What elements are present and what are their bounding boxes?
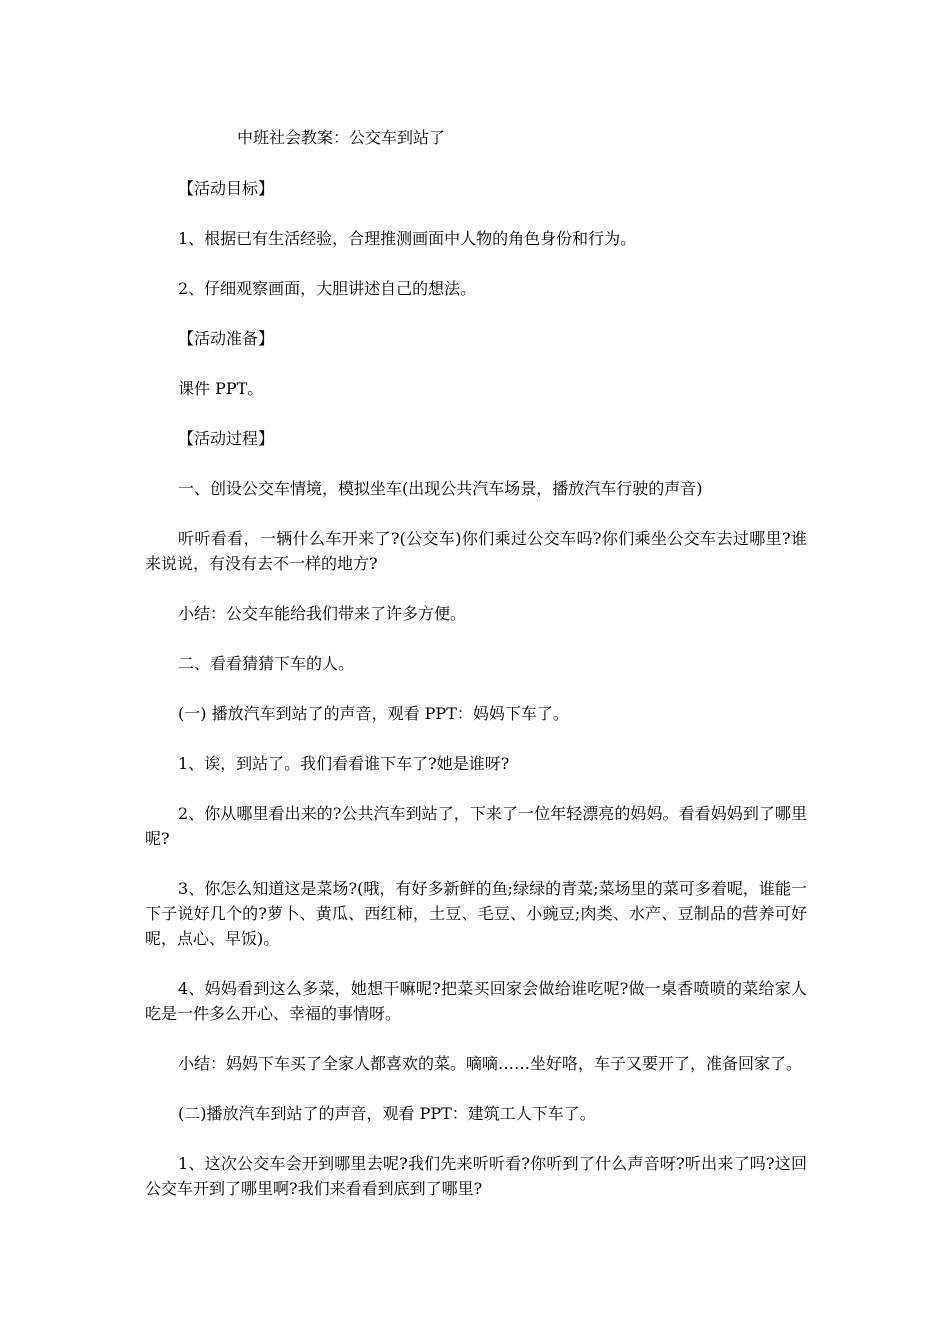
paragraph: 2、你从哪里看出来的?公共汽车到站了，下来了一位年轻漂亮的妈妈。看看妈妈到了哪里呢? <box>145 804 807 848</box>
paragraph: (一) 播放汽车到站了的声音，观看 PPT：妈妈下车了。 <box>178 704 569 723</box>
paragraph: 听听看看，一辆什么车开来了?(公交车)你们乘过公交车吗?你们乘坐公交车去过哪里?谁来说说，有没有去不一样的地方? <box>145 529 807 573</box>
section-heading-process: 【活动过程】 <box>178 429 275 448</box>
section-heading-goals: 【活动目标】 <box>178 179 275 198</box>
paragraph: 2、仔细观察画面，大胆讲述自己的想法。 <box>178 279 477 298</box>
paragraph: 二、看看猜猜下车的人。 <box>178 654 355 673</box>
paragraph: 小结：公交车能给我们带来了许多方便。 <box>178 604 467 623</box>
paragraph: 一、创设公交车情境，模拟坐车(出现公共汽车场景，播放汽车行驶的声音) <box>178 479 703 498</box>
document-title: 中班社会教案：公交车到站了 <box>237 128 446 147</box>
paragraph: 1、这次公交车会开到哪里去呢?我们先来听听看?你听到了什么声音呀?听出来了吗?这回公交车开到了哪里啊?我们来看看到底到了哪里? <box>145 1154 807 1198</box>
paragraph: 课件 PPT。 <box>178 379 264 398</box>
document-body <box>145 176 807 1226</box>
section-heading-preparation: 【活动准备】 <box>178 329 275 348</box>
paragraph: (二)播放汽车到站了的声音，观看 PPT：建筑工人下车了。 <box>178 1104 596 1123</box>
paragraph: 1、根据已有生活经验，合理推测画面中人物的角色身份和行为。 <box>178 229 637 248</box>
paragraph: 4、妈妈看到这么多菜，她想干嘛呢?把菜买回家会做给谁吃呢?做一桌香喷喷的菜给家人吃是一件多么开心、幸福的事情呀。 <box>145 979 807 1023</box>
paragraph: 1、诶，到站了。我们看看谁下车了?她是谁呀? <box>178 754 510 773</box>
paragraph: 小结：妈妈下车买了全家人都喜欢的菜。嘀嘀……坐好咯，车子又要开了，准备回家了。 <box>178 1054 803 1073</box>
paragraph: 3、你怎么知道这是菜场?(哦，有好多新鲜的鱼;绿绿的青菜;菜场里的菜可多着呢，谁能一下子说好几个的?萝卜、黄瓜、西红柿，土豆、毛豆、小豌豆;肉类、水产、豆制品的营养可好呢，点心、早饭)。 <box>145 879 807 948</box>
